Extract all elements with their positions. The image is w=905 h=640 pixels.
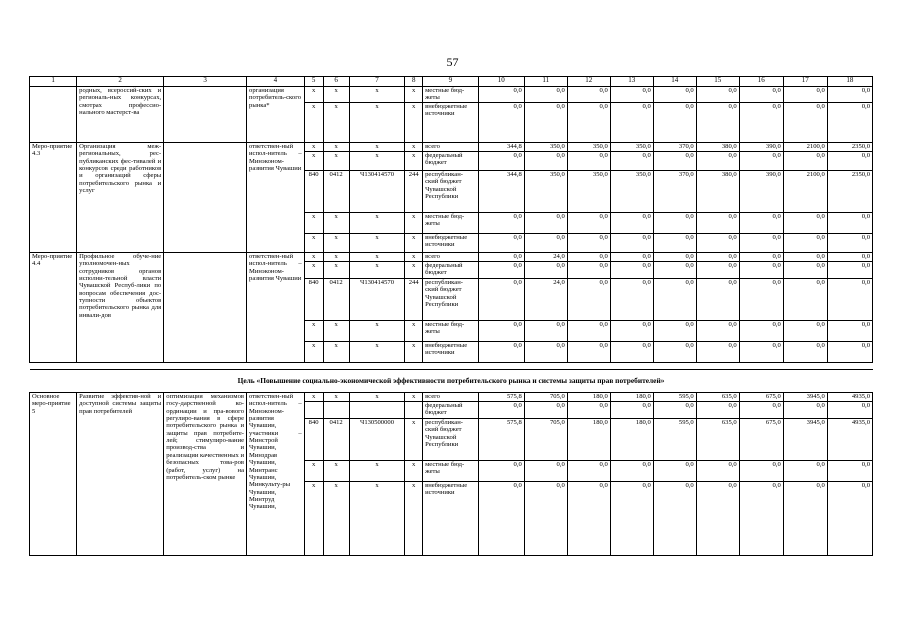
year-value: 0,0 <box>524 341 567 362</box>
expense-type-code: x <box>405 481 423 555</box>
year-value: 0,0 <box>827 401 872 418</box>
grbs-code: x <box>304 341 323 362</box>
column-number-8: 8 <box>405 77 423 87</box>
year-value: 0,0 <box>478 320 524 341</box>
year-value: 0,0 <box>524 481 567 555</box>
year-value: 0,0 <box>524 320 567 341</box>
year-value: 0,0 <box>739 278 783 320</box>
section-code: x <box>323 261 349 278</box>
year-value: 0,0 <box>783 87 827 103</box>
year-value: 0,0 <box>827 320 872 341</box>
year-value: 370,0 <box>653 170 696 212</box>
expense-type-code: 244 <box>405 278 423 320</box>
cont-row <box>30 87 873 103</box>
m43-col4: ответствен-ный испол-нитель – Минэконом-развития Чувашии <box>247 142 305 252</box>
year-value: 24,0 <box>524 252 567 261</box>
year-value: 0,0 <box>827 460 872 481</box>
year-value: 0,0 <box>567 261 610 278</box>
grbs-code: x <box>304 392 323 401</box>
year-value: 0,0 <box>739 320 783 341</box>
column-number-15: 15 <box>696 77 739 87</box>
year-value: 390,0 <box>739 170 783 212</box>
year-value: 2100,0 <box>783 142 827 151</box>
expense-type-code: x <box>405 233 423 252</box>
column-number-13: 13 <box>610 77 653 87</box>
funding-source: местные бюд-жеты <box>423 320 479 341</box>
column-number-11: 11 <box>524 77 567 87</box>
e5-col2: Развитие эффектив-ной и доступной системы защиты прав потребителей <box>77 392 164 555</box>
m44-col3 <box>164 252 247 362</box>
expense-type-code: x <box>405 142 423 151</box>
year-value: 635,0 <box>696 392 739 401</box>
year-value: 350,0 <box>610 142 653 151</box>
year-value: 0,0 <box>653 460 696 481</box>
column-number-14: 14 <box>653 77 696 87</box>
year-value: 0,0 <box>524 460 567 481</box>
cont-col4: организация потребитель-ского рынка* <box>247 87 305 143</box>
expense-type-code: x <box>405 320 423 341</box>
funding-source: федеральный бюджет <box>423 261 479 278</box>
year-value: 0,0 <box>653 102 696 142</box>
year-value: 0,0 <box>567 151 610 170</box>
year-value: 705,0 <box>524 418 567 460</box>
goal-row <box>30 369 873 392</box>
year-value: 0,0 <box>567 87 610 103</box>
year-value: 0,0 <box>567 233 610 252</box>
goal-heading: Цель «Повышение социально-экономической эффективности потребительского рынка и системы защиты прав потребителей» <box>30 369 873 392</box>
year-value: 0,0 <box>696 102 739 142</box>
year-value: 0,0 <box>696 460 739 481</box>
target-article-code: Ч130500000 <box>349 418 405 460</box>
section-code: x <box>323 341 349 362</box>
year-value: 350,0 <box>567 170 610 212</box>
expense-type-code: x <box>405 212 423 233</box>
grbs-code: x <box>304 460 323 481</box>
m44-col4: ответствен-ный испол-нитель – Минэконом-развития Чувашии <box>247 252 305 362</box>
column-number-2: 2 <box>77 77 164 87</box>
year-value: 2350,0 <box>827 142 872 151</box>
expense-type-code: x <box>405 102 423 142</box>
expense-type-code: x <box>405 418 423 460</box>
year-value: 0,0 <box>696 481 739 555</box>
column-number-10: 10 <box>478 77 524 87</box>
year-value: 350,0 <box>610 170 653 212</box>
year-value: 0,0 <box>783 460 827 481</box>
year-value: 0,0 <box>524 212 567 233</box>
year-value: 0,0 <box>653 341 696 362</box>
funding-source: внебюджетные источники <box>423 233 479 252</box>
year-value: 0,0 <box>827 252 872 261</box>
year-value: 380,0 <box>696 170 739 212</box>
funding-source: внебюджетные источники <box>423 102 479 142</box>
m43-row <box>30 142 873 151</box>
grbs-code: x <box>304 142 323 151</box>
grbs-code: x <box>304 481 323 555</box>
expense-type-code: x <box>405 392 423 401</box>
section-code: x <box>323 481 349 555</box>
year-value: 0,0 <box>783 102 827 142</box>
year-value: 0,0 <box>478 401 524 418</box>
year-value: 0,0 <box>827 481 872 555</box>
year-value: 0,0 <box>567 102 610 142</box>
year-value: 0,0 <box>610 252 653 261</box>
expense-type-code: x <box>405 460 423 481</box>
year-value: 0,0 <box>783 212 827 233</box>
year-value: 0,0 <box>610 261 653 278</box>
year-value: 0,0 <box>827 261 872 278</box>
year-value: 0,0 <box>610 481 653 555</box>
e5-col1: Основное меро-приятие 5 <box>30 392 77 555</box>
year-value: 0,0 <box>739 401 783 418</box>
column-number-17: 17 <box>783 77 827 87</box>
year-value: 0,0 <box>783 233 827 252</box>
year-value: 390,0 <box>739 142 783 151</box>
target-article-code: x <box>349 341 405 362</box>
funding-source: внебюджетные источники <box>423 341 479 362</box>
column-number-4: 4 <box>247 77 305 87</box>
section-code: 0412 <box>323 418 349 460</box>
year-value: 635,0 <box>696 418 739 460</box>
m44-row <box>30 252 873 261</box>
cont-col1 <box>30 87 77 143</box>
year-value: 0,0 <box>827 233 872 252</box>
year-value: 0,0 <box>696 341 739 362</box>
grbs-code: x <box>304 261 323 278</box>
year-value: 4935,0 <box>827 418 872 460</box>
target-article-code: x <box>349 212 405 233</box>
year-value: 0,0 <box>478 252 524 261</box>
grbs-code: x <box>304 252 323 261</box>
year-value: 0,0 <box>827 212 872 233</box>
target-article-code: x <box>349 142 405 151</box>
section-code: x <box>323 151 349 170</box>
expense-type-code: 244 <box>405 170 423 212</box>
year-value: 3945,0 <box>783 418 827 460</box>
year-value: 0,0 <box>653 87 696 103</box>
year-value: 575,8 <box>478 418 524 460</box>
e5-col4: ответствен-ный испол-нитель – Минэконом-развития Чувашии, участники – Минстрой Чувашии, Минздрав Чувашии, Минтранс Чувашии, Минкульту-ры Чувашии, Минтруд Чувашии, <box>247 392 305 555</box>
target-article-code: x <box>349 87 405 103</box>
m44-col2: Профильное обуче-ние уполномочен-ных сотрудников органов исполни-тельной власти Чувашской Респуб-лики по вопросам обеспечения дос-тупности объектов потребительского рынка для инвали-дов <box>77 252 164 362</box>
year-value: 0,0 <box>567 212 610 233</box>
target-article-code: x <box>349 320 405 341</box>
year-value: 0,0 <box>524 261 567 278</box>
year-value: 24,0 <box>524 278 567 320</box>
year-value: 0,0 <box>783 151 827 170</box>
section-code: 0412 <box>323 278 349 320</box>
target-article-code: Ч130414570 <box>349 170 405 212</box>
funding-source: местные бюд-жеты <box>423 460 479 481</box>
section-code: x <box>323 142 349 151</box>
section-code: x <box>323 212 349 233</box>
year-value: 0,0 <box>524 102 567 142</box>
target-article-code: x <box>349 261 405 278</box>
funding-source: федеральный бюджет <box>423 151 479 170</box>
year-value: 0,0 <box>739 261 783 278</box>
funding-source: внебюджетные источники <box>423 481 479 555</box>
section-code: x <box>323 102 349 142</box>
section-code: x <box>323 252 349 261</box>
e5-row <box>30 392 873 401</box>
year-value: 0,0 <box>739 341 783 362</box>
target-article-code: x <box>349 252 405 261</box>
grbs-code: x <box>304 102 323 142</box>
grbs-code <box>304 401 323 418</box>
year-value: 0,0 <box>783 278 827 320</box>
expense-type-code: x <box>405 87 423 103</box>
year-value: 0,0 <box>783 341 827 362</box>
section-code <box>323 401 349 418</box>
year-value: 0,0 <box>739 151 783 170</box>
section-code: x <box>323 460 349 481</box>
year-value: 0,0 <box>783 481 827 555</box>
year-value: 0,0 <box>610 278 653 320</box>
year-value: 0,0 <box>739 102 783 142</box>
year-value: 595,0 <box>653 418 696 460</box>
funding-source: местные бюд-жеты <box>423 87 479 103</box>
year-value: 0,0 <box>696 233 739 252</box>
cont-col2: родных, всероссий-ских и региональ-ных конкурсах, смотрах профессио-нального мастерст-ва <box>77 87 164 143</box>
year-value: 180,0 <box>610 418 653 460</box>
year-value: 0,0 <box>478 102 524 142</box>
column-number-6: 6 <box>323 77 349 87</box>
year-value: 180,0 <box>567 418 610 460</box>
column-number-12: 12 <box>567 77 610 87</box>
target-article-code: Ч130414570 <box>349 278 405 320</box>
target-article-code: x <box>349 481 405 555</box>
year-value: 0,0 <box>524 233 567 252</box>
section-code: 0412 <box>323 170 349 212</box>
year-value: 0,0 <box>827 102 872 142</box>
year-value: 0,0 <box>783 261 827 278</box>
table-body <box>30 77 873 556</box>
section-code: x <box>323 392 349 401</box>
grbs-code: x <box>304 87 323 103</box>
spacer-cell <box>30 362 873 369</box>
grbs-code: x <box>304 212 323 233</box>
year-value: 0,0 <box>653 252 696 261</box>
expense-type-code: x <box>405 252 423 261</box>
column-number-5: 5 <box>304 77 323 87</box>
column-number-18: 18 <box>827 77 872 87</box>
year-value: 0,0 <box>827 87 872 103</box>
year-value: 0,0 <box>739 460 783 481</box>
target-article-code: x <box>349 392 405 401</box>
year-value: 0,0 <box>696 252 739 261</box>
year-value: 0,0 <box>696 278 739 320</box>
grbs-code: 840 <box>304 170 323 212</box>
year-value: 0,0 <box>696 87 739 103</box>
year-value: 0,0 <box>696 151 739 170</box>
year-value: 0,0 <box>567 481 610 555</box>
year-value: 0,0 <box>610 460 653 481</box>
grbs-code: 840 <box>304 418 323 460</box>
expense-type-code: x <box>405 341 423 362</box>
year-value: 344,8 <box>478 170 524 212</box>
year-value: 0,0 <box>696 261 739 278</box>
year-value: 0,0 <box>653 481 696 555</box>
year-value: 0,0 <box>567 341 610 362</box>
year-value: 0,0 <box>653 261 696 278</box>
year-value: 0,0 <box>524 151 567 170</box>
year-value: 0,0 <box>783 320 827 341</box>
funding-source: всего <box>423 252 479 261</box>
year-value: 0,0 <box>696 320 739 341</box>
spacer-row <box>30 362 873 369</box>
year-value: 0,0 <box>567 278 610 320</box>
year-value: 705,0 <box>524 392 567 401</box>
grbs-code: x <box>304 151 323 170</box>
m43-col2: Организация меж-региональных, рес-публиканских фес-тивалей и конкурсов среди работников и организаций сферы потребительского рынка и услуг <box>77 142 164 252</box>
expense-type-code: x <box>405 261 423 278</box>
year-value: 0,0 <box>610 233 653 252</box>
year-value: 0,0 <box>610 151 653 170</box>
year-value: 350,0 <box>567 142 610 151</box>
section-code: x <box>323 233 349 252</box>
year-value: 0,0 <box>739 252 783 261</box>
year-value: 675,0 <box>739 418 783 460</box>
year-value: 0,0 <box>478 341 524 362</box>
year-value: 180,0 <box>610 392 653 401</box>
funding-source: республикан-ский бюджет Чувашской Республики <box>423 278 479 320</box>
year-value: 2350,0 <box>827 170 872 212</box>
year-value: 0,0 <box>610 87 653 103</box>
column-number-row <box>30 77 873 87</box>
year-value: 0,0 <box>739 212 783 233</box>
year-value: 0,0 <box>653 151 696 170</box>
year-value: 595,0 <box>653 392 696 401</box>
target-article-code: x <box>349 151 405 170</box>
target-article-code: x <box>349 233 405 252</box>
year-value: 180,0 <box>567 392 610 401</box>
cont-col3 <box>164 87 247 143</box>
grbs-code: x <box>304 320 323 341</box>
year-value: 0,0 <box>524 87 567 103</box>
page-number: 57 <box>446 55 459 69</box>
year-value: 0,0 <box>478 460 524 481</box>
year-value: 0,0 <box>653 320 696 341</box>
expense-type-code <box>405 401 423 418</box>
year-value: 0,0 <box>783 252 827 261</box>
year-value: 675,0 <box>739 392 783 401</box>
funding-source: республикан-ский бюджет Чувашской Республики <box>423 418 479 460</box>
year-value: 0,0 <box>610 401 653 418</box>
m43-col1: Меро-приятие 4.3 <box>30 142 77 252</box>
year-value: 0,0 <box>478 278 524 320</box>
grbs-code: 840 <box>304 278 323 320</box>
year-value: 0,0 <box>827 341 872 362</box>
year-value: 0,0 <box>653 233 696 252</box>
year-value: 0,0 <box>696 212 739 233</box>
section-code: x <box>323 87 349 103</box>
year-value: 0,0 <box>610 341 653 362</box>
funding-source: республикан-ский бюджет Чувашской Республики <box>423 170 479 212</box>
section-code: x <box>323 320 349 341</box>
year-value: 370,0 <box>653 142 696 151</box>
year-value: 0,0 <box>567 460 610 481</box>
year-value: 0,0 <box>478 151 524 170</box>
column-number-16: 16 <box>739 77 783 87</box>
year-value: 0,0 <box>567 401 610 418</box>
year-value: 0,0 <box>567 320 610 341</box>
year-value: 0,0 <box>783 401 827 418</box>
target-article-code: x <box>349 460 405 481</box>
column-number-7: 7 <box>349 77 405 87</box>
grbs-code: x <box>304 233 323 252</box>
year-value: 0,0 <box>524 401 567 418</box>
expense-type-code: x <box>405 151 423 170</box>
column-number-3: 3 <box>164 77 247 87</box>
year-value: 0,0 <box>478 233 524 252</box>
funding-source: всего <box>423 392 479 401</box>
year-value: 350,0 <box>524 170 567 212</box>
year-value: 0,0 <box>478 212 524 233</box>
year-value: 344,8 <box>478 142 524 151</box>
budget-table <box>29 76 873 556</box>
year-value: 0,0 <box>739 481 783 555</box>
column-number-1: 1 <box>30 77 77 87</box>
target-article-code: x <box>349 102 405 142</box>
year-value: 0,0 <box>610 102 653 142</box>
year-value: 4935,0 <box>827 392 872 401</box>
year-value: 0,0 <box>478 261 524 278</box>
funding-source: всего <box>423 142 479 151</box>
column-number-9: 9 <box>423 77 479 87</box>
year-value: 0,0 <box>739 87 783 103</box>
m44-col1: Меро-приятие 4.4 <box>30 252 77 362</box>
year-value: 0,0 <box>696 401 739 418</box>
year-value: 0,0 <box>478 481 524 555</box>
year-value: 575,8 <box>478 392 524 401</box>
year-value: 0,0 <box>653 278 696 320</box>
funding-source: федеральный бюджет <box>423 401 479 418</box>
year-value: 0,0 <box>739 233 783 252</box>
year-value: 0,0 <box>827 278 872 320</box>
funding-source: местные бюд-жеты <box>423 212 479 233</box>
year-value: 0,0 <box>610 212 653 233</box>
year-value: 0,0 <box>653 212 696 233</box>
year-value: 3945,0 <box>783 392 827 401</box>
year-value: 0,0 <box>653 401 696 418</box>
year-value: 0,0 <box>478 87 524 103</box>
year-value: 0,0 <box>827 151 872 170</box>
year-value: 350,0 <box>524 142 567 151</box>
year-value: 380,0 <box>696 142 739 151</box>
e5-col3: оптимизация механизмов госу-дарственной ко-ординации и пра-вового регулиро-вания в сфере потребительского рынка и защиты прав потребите-лей; стимулиро-вание производ-ства и реализации качественных и безопасных това-ров (работ, услуг) на потребитель-ском рынке <box>164 392 247 555</box>
m43-col3 <box>164 142 247 252</box>
year-value: 0,0 <box>567 252 610 261</box>
year-value: 0,0 <box>610 320 653 341</box>
year-value: 2100,0 <box>783 170 827 212</box>
target-article-code <box>349 401 405 418</box>
